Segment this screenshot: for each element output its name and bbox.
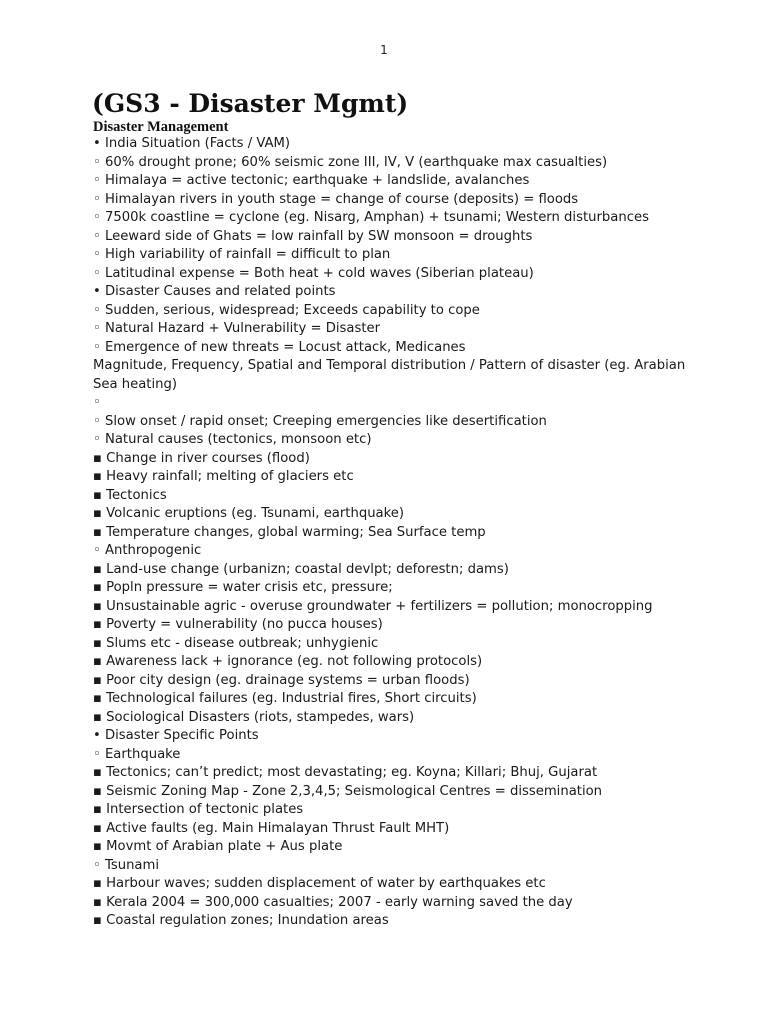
list-item: ▪ Seismic Zoning Map - Zone 2,3,4,5; Seismological Centres = dissemination [93, 783, 603, 799]
list-item: ▪ Change in river courses (flood) [93, 450, 310, 466]
list-item: ◦ [93, 395, 101, 410]
list-item: ▪ Active faults (eg. Main Himalayan Thrust Fault MHT) [93, 820, 450, 836]
list-item: ◦ 60% drought prone; 60% seismic zone III, IV, V (earthquake max casualties) [93, 154, 608, 170]
list-item: ◦ Anthropogenic [93, 543, 202, 558]
list-item: ▪ Land-use change (urbanizn; coastal devlpt; deforestn; dams) [93, 561, 509, 577]
list-item: ▪ Technological failures (eg. Industrial fires, Short circuits) [93, 691, 477, 706]
list-item: ◦ Natural causes (tectonics, monsoon etc) [93, 432, 372, 447]
list-item: ▪ Heavy rainfall; melting of glaciers etc [93, 469, 354, 484]
list-item: ▪ Temperature changes, global warming; Sea Surface temp [93, 524, 486, 540]
list-item: ▪ Harbour waves; sudden displacement of water by earthquakes etc [93, 876, 546, 891]
list-item: ◦ 7500k coastline = cyclone (eg. Nisarg, Amphan) + tsunami; Western disturbances [93, 210, 649, 225]
list-item: ▪ Volcanic eruptions (eg. Tsunami, earthquake) [93, 506, 405, 521]
list-item: ▪ Tectonics; can’t predict; most devastating; eg. Koyna; Killari; Bhuj, Gujarat [93, 765, 598, 780]
list-item: • India Situation (Facts / VAM) [93, 136, 291, 151]
list-item: ◦ Emergence of new threats = Locust attack, Medicanes [93, 339, 466, 355]
list-item: ▪ Popln pressure = water crisis etc, pressure; [93, 580, 393, 595]
list-item: ◦ Natural Hazard + Vulnerability = Disaster [93, 321, 381, 336]
list-item: ◦ High variability of rainfall = difficult to plan [93, 247, 391, 262]
list-item: ◦ Sudden, serious, widespread; Exceeds capability to cope [93, 302, 480, 318]
list-item: ▪ Poverty = vulnerability (no pucca houses) [93, 617, 383, 632]
list-item: • Disaster Causes and related points [93, 284, 336, 299]
list-item: ◦ Tsunami [93, 857, 160, 873]
list-item: ▪ Movmt of Arabian plate + Aus plate [93, 839, 343, 854]
list-item: Magnitude, Frequency, Spatial and Temporal distribution / Pattern of disaster (eg. Arabian Sea heating) [93, 358, 686, 392]
list-item: ◦ Slow onset / rapid onset; Creeping emergencies like desertification [93, 413, 547, 429]
list-item: ◦ Himalayan rivers in youth stage = change of course (deposits) = floods [93, 191, 579, 207]
list-item: ▪ Kerala 2004 = 300,000 casualties; 2007 - early warning saved the day [93, 894, 573, 910]
list-item: ▪ Tectonics [93, 487, 167, 503]
list-item: ▪ Poor city design (eg. drainage systems = urban floods) [93, 672, 470, 688]
list-item: ◦ Earthquake [93, 746, 181, 762]
list-item: ▪ Sociological Disasters (riots, stampedes, wars) [93, 709, 415, 725]
list-item: ◦ Leeward side of Ghats = low rainfall by SW monsoon = droughts [93, 228, 533, 244]
document-title: (GS3 - Disaster Mgmt) [92, 89, 409, 118]
notes-list [93, 135, 713, 931]
list-item: ▪ Awareness lack + ignorance (eg. not following protocols) [93, 654, 483, 669]
list-item: • Disaster Specific Points [93, 728, 259, 743]
list-item: ◦ Latitudinal expense = Both heat + cold waves (Siberian plateau) [93, 265, 534, 281]
list-item: ◦ Himalaya = active tectonic; earthquake + landslide, avalanches [93, 173, 530, 188]
list-item: ▪ Coastal regulation zones; Inundation areas [93, 913, 389, 928]
section-heading: Disaster Management [93, 119, 229, 135]
list-item: ▪ Unsustainable agric - overuse groundwater + fertilizers = pollution; monocropping [93, 598, 653, 614]
page-number: 1 [380, 43, 388, 57]
list-item: ▪ Slums etc - disease outbreak; unhygienic [93, 635, 379, 651]
list-item: ▪ Intersection of tectonic plates [93, 802, 304, 817]
